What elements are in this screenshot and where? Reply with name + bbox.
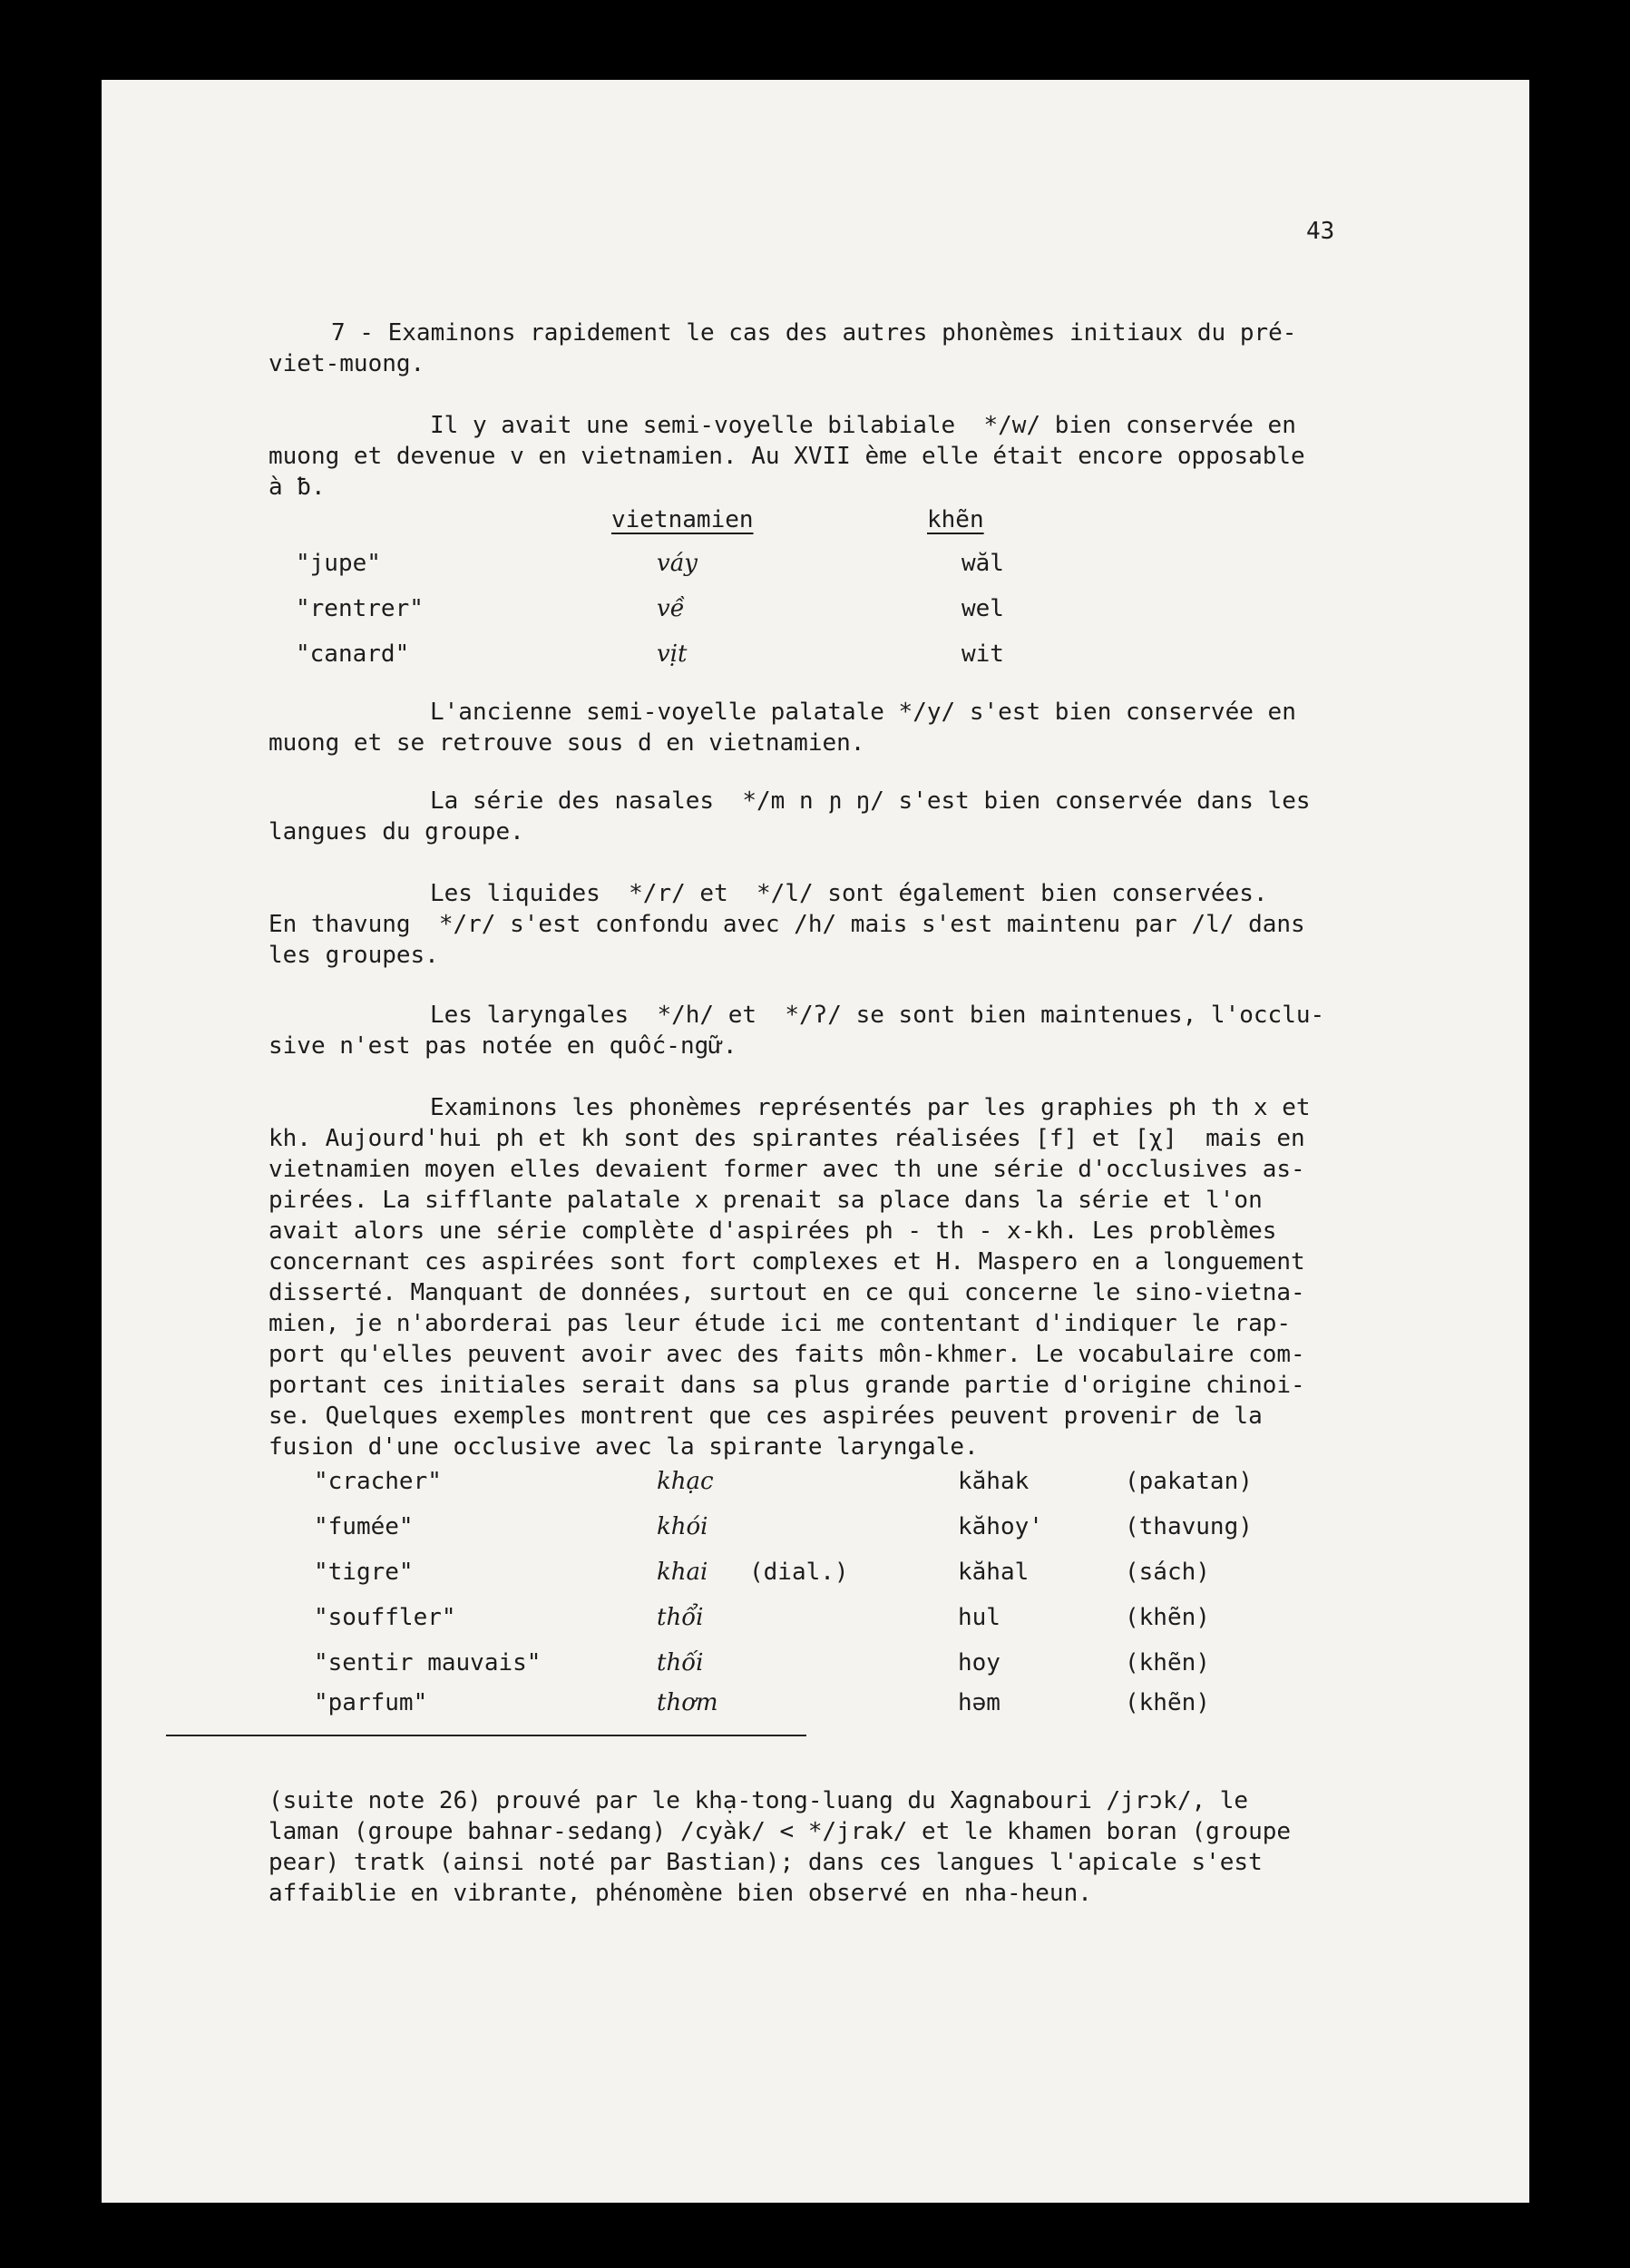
example-monkhmer: kăhal <box>958 1559 1030 1586</box>
paragraph-line: se. Quelques exemples montrent que ces aspirées peuvent provenir de la <box>268 1403 1263 1430</box>
page-number: 43 <box>1306 218 1335 245</box>
paragraph-line: pirées. La sifflante palatale x prenait sa place dans la série et l'on <box>268 1187 1263 1214</box>
example-language: (thavung) <box>1125 1513 1253 1540</box>
table-khen-word: wăl <box>961 550 1004 577</box>
paragraph-line: 7 - Examinons rapidement le cas des autres phonèmes initiaux du pré- <box>331 319 1297 347</box>
paragraph-line: concernant ces aspirées sont fort complexes et H. Maspero en a longuement <box>268 1248 1305 1276</box>
example-language: (khẽn) <box>1125 1649 1210 1677</box>
example-viet: khạc <box>657 1468 714 1495</box>
example-gloss: "souffler" <box>314 1604 456 1631</box>
paragraph-line: muong et devenue v en vietnamien. Au XVII ème elle était encore opposable <box>268 443 1305 470</box>
example-viet: thổi <box>657 1604 704 1631</box>
paragraph-line: mien, je n'aborderai pas leur étude ici me contentant d'indiquer le rap- <box>268 1310 1292 1337</box>
example-dialect: (dial.) <box>749 1559 849 1586</box>
table-header-khen: khẽn <box>927 506 984 533</box>
paragraph-line: Examinons les phonèmes représentés par les graphies ph th x et <box>430 1094 1311 1121</box>
table-header-vietnamien: vietnamien <box>611 506 754 533</box>
table-viet-word: vịt <box>657 640 688 668</box>
table-viet-word: về <box>657 595 685 622</box>
paragraph-line: La série des nasales */m n ɲ ŋ/ s'est bien conservée dans les <box>430 787 1311 815</box>
paragraph-line: Les liquides */r/ et */l/ sont également bien conservées. <box>430 880 1268 907</box>
paragraph-line: port qu'elles peuvent avoir avec des faits môn-khmer. Le vocabulaire com- <box>268 1341 1305 1368</box>
paragraph-line: L'ancienne semi-voyelle palatale */y/ s'est bien conservée en <box>430 699 1296 726</box>
paragraph-line: muong et se retrouve sous d en vietnamien. <box>268 729 865 757</box>
table-viet-word: váy <box>657 550 698 577</box>
example-monkhmer: kăhoy' <box>958 1513 1043 1540</box>
example-gloss: "sentir mauvais" <box>314 1649 542 1677</box>
table-khen-word: wel <box>961 595 1004 622</box>
paragraph-line: sive n'est pas notée en quốc-ngữ. <box>268 1032 737 1060</box>
footnote-line: (suite note 26) prouvé par le khạ-tong-luang du Xagnabouri /jrɔk/, le <box>268 1787 1249 1814</box>
example-gloss: "parfum" <box>314 1689 428 1716</box>
example-viet: khai <box>657 1559 708 1586</box>
example-monkhmer: həm <box>958 1689 1000 1716</box>
paragraph-line: viet-muong. <box>268 350 425 377</box>
example-monkhmer: hul <box>958 1604 1000 1631</box>
example-viet: thơm <box>657 1689 718 1716</box>
example-viet: khói <box>657 1513 708 1540</box>
paragraph-line: Les laryngales */h/ et */ʔ/ se sont bien maintenues, l'occlu- <box>430 1002 1325 1029</box>
table-khen-word: wit <box>961 640 1004 668</box>
footnote-line: affaiblie en vibrante, phénomène bien observé en nha-heun. <box>268 1880 1092 1907</box>
example-language: (pakatan) <box>1125 1468 1253 1495</box>
paragraph-line: vietnamien moyen elles devaient former avec th une série d'occlusives as- <box>268 1156 1305 1183</box>
example-language: (khẽn) <box>1125 1604 1210 1631</box>
paragraph-line: fusion d'une occlusive avec la spirante laryngale. <box>268 1433 979 1461</box>
paragraph-line: Il y avait une semi-voyelle bilabiale */w/ bien conservée en <box>430 412 1296 439</box>
example-monkhmer: hoy <box>958 1649 1000 1677</box>
table-gloss: "canard" <box>296 640 410 668</box>
example-gloss: "fumée" <box>314 1513 414 1540</box>
table-gloss: "rentrer" <box>296 595 424 622</box>
example-viet: thối <box>657 1649 704 1677</box>
paragraph-line: avait alors une série complète d'aspirées ph - th - x-kh. Les problèmes <box>268 1217 1277 1245</box>
footnote-separator <box>166 1735 806 1736</box>
paragraph-line: les groupes. <box>268 942 439 969</box>
paragraph-line: portant ces initiales serait dans sa plus grande partie d'origine chinoi- <box>268 1372 1305 1399</box>
paragraph-line: langues du groupe. <box>268 818 524 846</box>
paragraph-line: En thavung */r/ s'est confondu avec /h/ mais s'est maintenu par /l/ dans <box>268 911 1305 938</box>
table-gloss: "jupe" <box>296 550 381 577</box>
example-language: (sách) <box>1125 1559 1210 1586</box>
paragraph-line: disserté. Manquant de données, surtout en ce qui concerne le sino-vietna- <box>268 1279 1305 1306</box>
example-gloss: "cracher" <box>314 1468 442 1495</box>
example-monkhmer: kăhak <box>958 1468 1030 1495</box>
paragraph-line: kh. Aujourd'hui ph et kh sont des spirantes réalisées [f] et [χ] mais en <box>268 1125 1305 1152</box>
example-language: (khẽn) <box>1125 1689 1210 1716</box>
footnote-line: laman (groupe bahnar-sedang) /cyàk/ < */jrak/ et le khamen boran (groupe <box>268 1818 1292 1845</box>
paragraph-line: à ƀ. <box>268 474 326 501</box>
example-gloss: "tigre" <box>314 1559 414 1586</box>
footnote-line: pear) tratk (ainsi noté par Bastian); dans ces langues l'apicale s'est <box>268 1849 1263 1876</box>
